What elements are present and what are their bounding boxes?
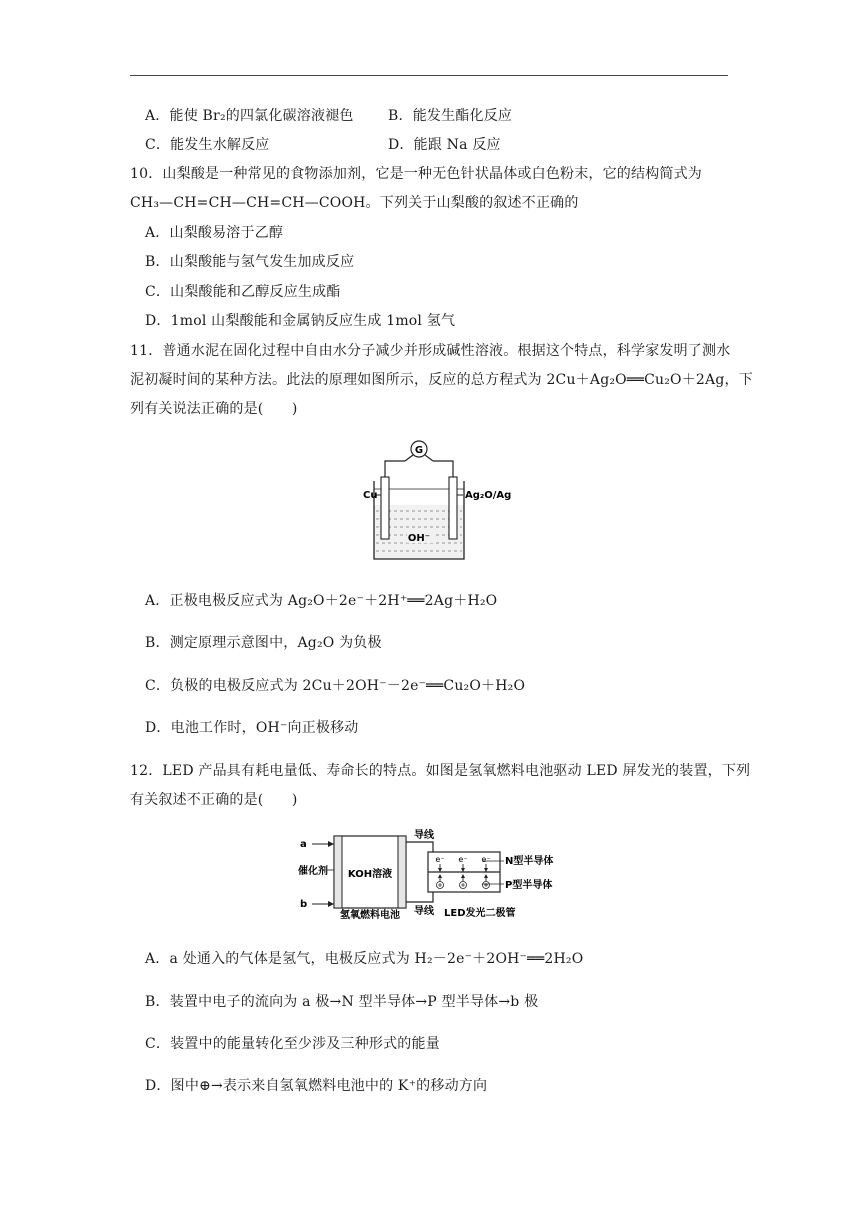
q9-option-c: C．能发生水解反应: [145, 137, 270, 153]
q11-option-d: D．电池工作时，OH⁻向正极移动: [145, 720, 359, 736]
q10-option-d: D．1mol 山梨酸能和金属钠反应生成 1mol 氢气: [145, 313, 456, 329]
q9-option-d: D．能跟 Na 反应: [388, 137, 501, 153]
q11-stem-line1: 11．普通水泥在固化过程中自由水分子减少并形成碱性溶液。根据这个特点，科学家发明了测水: [130, 343, 731, 359]
q11-option-c: C．负极的电极反应式为 2Cu＋2OH⁻－2e⁻══Cu₂O＋H₂O: [145, 678, 526, 694]
inlet-a-label: a: [300, 839, 307, 850]
wire-bottom-label: 导线: [414, 906, 434, 917]
header-rule: [130, 75, 728, 76]
electron-symbol: e⁻: [435, 855, 445, 864]
led-label: LED发光二极管: [444, 908, 516, 919]
n-type-label: N型半导体: [505, 856, 554, 867]
catalyst-label: 催化剂: [298, 866, 328, 877]
q10-option-c: C．山梨酸能和乙醇反应生成酯: [145, 284, 341, 300]
q12-option-c: C．装置中的能量转化至少涉及三种形式的能量: [145, 1036, 440, 1052]
q12-option-b: B．装置中电子的流向为 a 极→N 型半导体→P 型半导体→b 极: [145, 994, 539, 1010]
q11-option-a: A．正极电极反应式为 Ag₂O＋2e⁻＋2H⁺══2Ag＋H₂O: [145, 593, 498, 609]
q10-option-b: B．山梨酸能与氢气发生加成反应: [145, 254, 355, 270]
galvanic-cell-diagram: [355, 433, 515, 565]
q10-stem-line2: CH₃—CH=CH—CH=CH—COOH。下列关于山梨酸的叙述不正确的: [130, 195, 579, 211]
q11-stem-line2: 泥初凝时间的某种方法。此法的原理如图所示，反应的总方程式为 2Cu＋Ag₂O══Cu₂O＋2Ag，下: [130, 372, 753, 388]
wire-top-label: 导线: [414, 830, 434, 841]
q10-option-a: A．山梨酸易溶于乙醇: [145, 225, 284, 241]
p-type-label: P型半导体: [505, 880, 553, 891]
galvanometer-label: G: [414, 445, 424, 456]
q12-option-a: A．a 处通入的气体是氢气，电极反应式为 H₂－2e⁻＋2OH⁻══2H₂O: [145, 951, 584, 967]
q9-option-b: B．能发生酯化反应: [388, 108, 513, 124]
koh-label: KOH溶液: [347, 869, 393, 880]
electron-symbol: e⁻: [458, 855, 468, 864]
hydroxide-label: OH⁻: [407, 533, 431, 544]
q10-stem-line1: 10．山梨酸是一种常见的食物添加剂，它是一种无色针状晶体或白色粉末，它的结构简式为: [130, 166, 703, 182]
inlet-b-label: b: [300, 899, 308, 910]
q12-stem-line1: 12．LED 产品具有耗电量低、寿命长的特点。如图是氢氧燃料电池驱动 LED 屏发光的装置，下列: [130, 763, 751, 779]
cu-electrode-label: Cu: [363, 490, 378, 501]
q11-option-b: B．测定原理示意图中，Ag₂O 为负极: [145, 635, 382, 651]
fuel-cell-label: 氢氧燃料电池: [340, 910, 400, 921]
q12-stem-line2: 有关叙述不正确的是( ): [130, 792, 298, 808]
q9-option-a: A．能使 Br₂的四氯化碳溶液褪色: [145, 108, 354, 124]
ag2o-electrode-label: Ag₂O/Ag: [465, 490, 512, 501]
q11-stem-line3: 列有关说法正确的是( ): [130, 401, 298, 417]
fuel-cell-led-diagram: [298, 826, 598, 924]
q12-option-d: D．图中⊕→表示来自氢氧燃料电池中的 K⁺的移动方向: [145, 1078, 488, 1094]
electron-symbol: e⁻: [481, 855, 491, 864]
